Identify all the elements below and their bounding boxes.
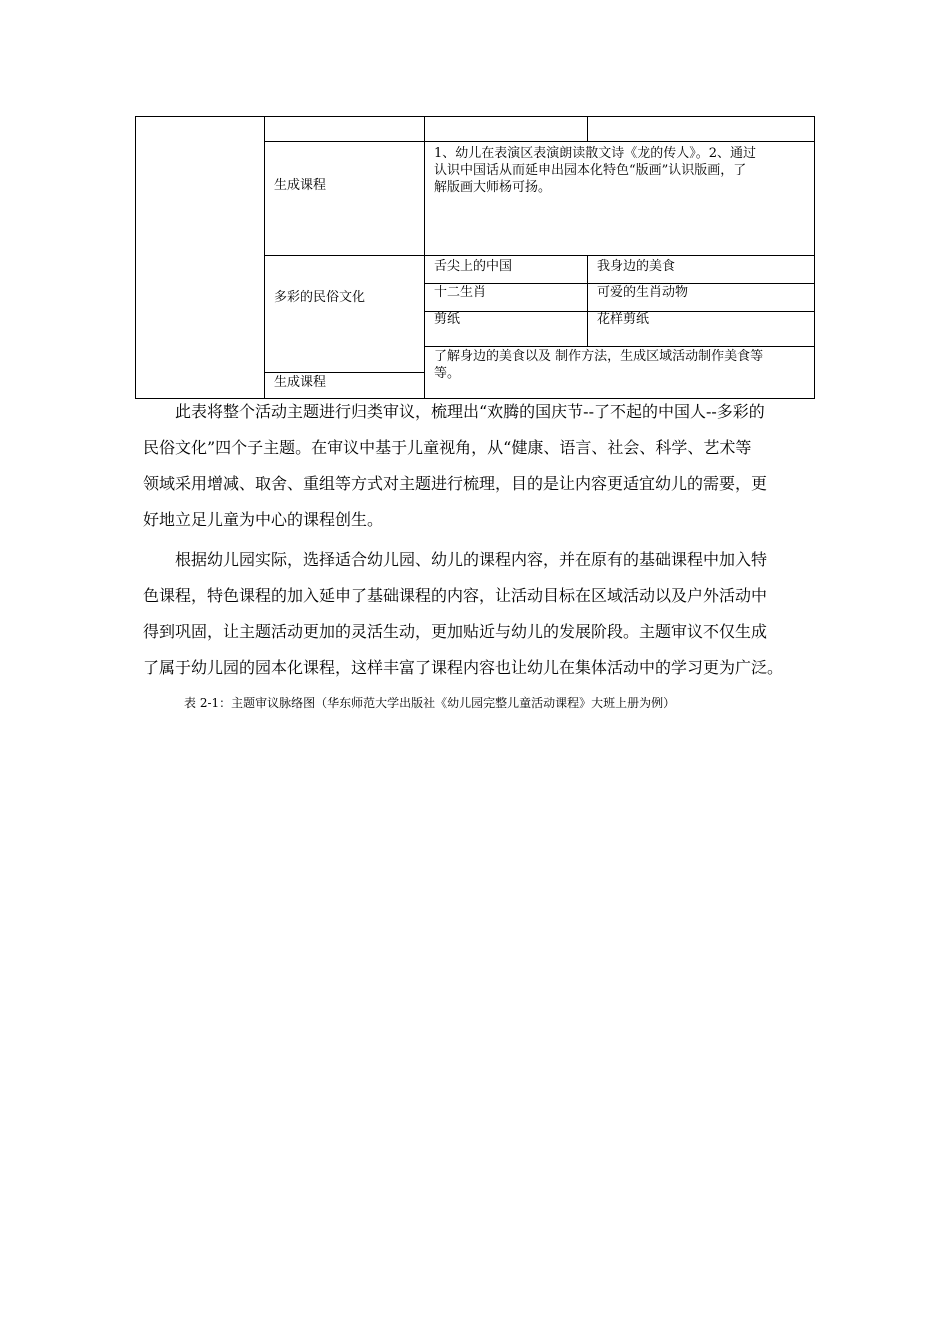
table-row-divider-1 <box>264 141 815 142</box>
table-caption: 表 2-1：主题审议脉络图（华东师范大学出版社《幼儿园完整儿童活动课程》大班上册为例） <box>184 696 676 710</box>
paragraph-line: 好地立足儿童为中心的课程创生。 <box>143 510 384 529</box>
paragraph-line: 根据幼儿园实际，选择适合幼儿园、幼儿的课程内容，并在原有的基础课程中加入特 <box>175 550 768 569</box>
generated-course-description <box>434 145 810 196</box>
description-line: 了解身边的美食以及 制作方法，生成区域活动制作美食等 <box>434 349 764 364</box>
table-col-divider-2 <box>424 116 425 399</box>
table-row-divider-5 <box>424 346 815 347</box>
description-line: 认识中国话从而延申出园本化特色“版画”认识版画，了 <box>434 163 747 178</box>
paragraph-line: 领域采用增减、取舍、重组等方式对主题进行梳理，目的是让内容更适宜幼儿的需要，更 <box>143 474 768 493</box>
table-border-top <box>135 116 815 117</box>
paragraph-1 <box>143 394 808 538</box>
paragraph-line: 民俗文化”四个子主题。在审议中基于儿童视角，从“健康、语言、社会、科学、艺术等 <box>143 438 752 457</box>
folk-topic-cell: 舌尖上的中国 <box>434 259 513 274</box>
generated-course-label: 生成课程 <box>274 178 327 193</box>
paragraph-line: 此表将整个活动主题进行归类审议，梳理出“欢腾的国庆节--了不起的中国人--多彩的 <box>175 402 765 421</box>
table-col-divider-3a <box>587 116 588 141</box>
folk-activity-cell: 花样剪纸 <box>597 312 650 327</box>
description-line: 解版画大师杨可扬。 <box>434 180 552 195</box>
theme-review-table <box>135 116 815 399</box>
table-row-divider-2 <box>264 255 815 256</box>
folk-topic-cell: 十二生肖 <box>434 285 487 300</box>
description-line: 1、幼儿在表演区表演朗读散文诗《龙的传人》。2、通过 <box>434 146 757 161</box>
paragraph-line: 了属于幼儿园的园本化课程，这样丰富了课程内容也让幼儿在集体活动中的学习更为广泛。 <box>143 658 784 677</box>
folk-activity-cell: 我身边的美食 <box>597 259 676 274</box>
paragraph-line: 色课程，特色课程的加入延申了基础课程的内容，让活动目标在区域活动以及户外活动中 <box>143 586 768 605</box>
paragraph-line: 得到巩固，让主题活动更加的灵活生动，更加贴近与幼儿的发展阶段。主题审议不仅生成 <box>143 622 768 641</box>
table-col-divider-3b <box>587 255 588 346</box>
folk-activity-cell: 可爱的生肖动物 <box>597 285 689 300</box>
description-line: 等。 <box>434 366 461 381</box>
table-row-divider-6 <box>264 372 425 373</box>
generated-course-2-label: 生成课程 <box>274 375 327 390</box>
folk-culture-label: 多彩的民俗文化 <box>274 290 366 305</box>
table-border-right <box>814 116 815 399</box>
generated-course-2-description <box>434 348 810 382</box>
folk-topic-cell: 剪纸 <box>434 312 461 327</box>
table-col-divider-1 <box>264 116 265 399</box>
paragraph-2 <box>143 542 808 686</box>
table-border-left <box>135 116 136 399</box>
